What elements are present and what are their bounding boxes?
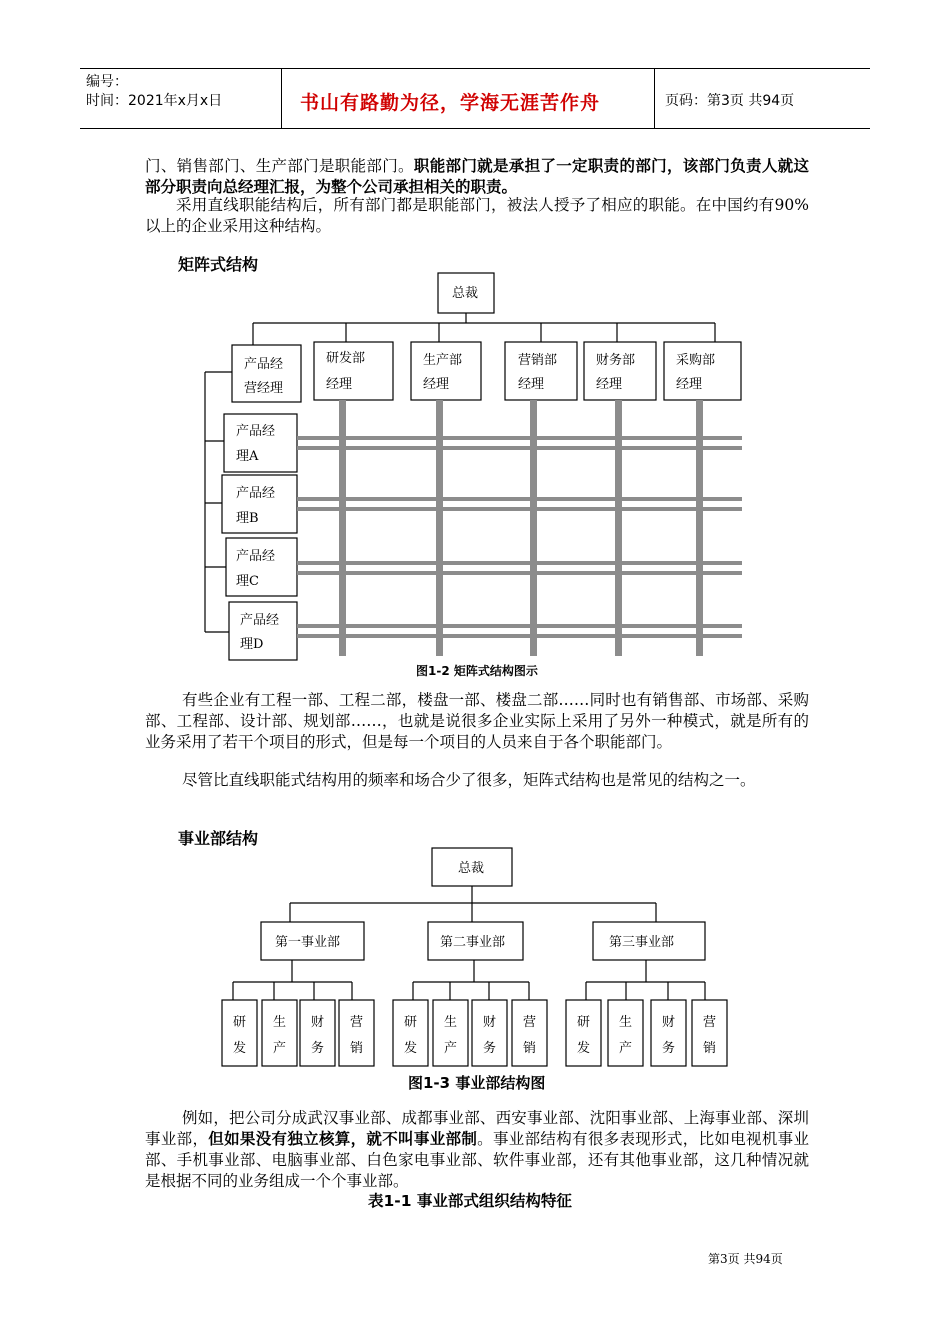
division-1-unit-labels bbox=[233, 1014, 363, 1056]
unit-mkt-1b: 销 bbox=[350, 1041, 364, 1056]
unit-mkt-2b: 销 bbox=[523, 1041, 537, 1056]
paragraph-2 bbox=[145, 195, 809, 237]
unit-prod-2a: 生 bbox=[444, 1015, 458, 1030]
division-2-unit-labels bbox=[404, 1014, 536, 1056]
section-title-division: 事业部结构 bbox=[178, 829, 259, 848]
function-purchasing-line1: 采购部 bbox=[676, 353, 716, 368]
product-manager-b-line1: 产品经 bbox=[236, 486, 276, 501]
paragraph-4-text: 尽管比直线职能式结构用的频率和场合少了很多，矩阵式结构也是常见的结构之一。 bbox=[182, 771, 756, 789]
header-divider-right bbox=[654, 68, 655, 128]
unit-prod-3a: 生 bbox=[619, 1015, 633, 1030]
header-top-rule bbox=[80, 68, 870, 69]
product-manager-d-line2: 理D bbox=[240, 637, 264, 652]
paragraph-2-text: 采用直线职能结构后，所有部门都是职能部门，被法人授予了相应的职能。在中国约有90%以上的企业采用这种结构。 bbox=[145, 196, 809, 235]
function-purchasing-line2: 经理 bbox=[676, 377, 703, 392]
paragraph-4 bbox=[145, 770, 809, 791]
division-caption: 图1-3 事业部结构图 bbox=[408, 1074, 546, 1092]
division-top-label: 总裁 bbox=[458, 861, 485, 876]
unit-rd-2b: 发 bbox=[404, 1041, 418, 1056]
page-footer: 第3页 共94页 bbox=[708, 1252, 783, 1266]
unit-rd-1a: 研 bbox=[233, 1015, 247, 1030]
section-title-matrix: 矩阵式结构 bbox=[178, 255, 259, 274]
header-motto: 书山有路勤为径，学海无涯苦作舟 bbox=[300, 92, 601, 114]
function-rd-line1: 研发部 bbox=[326, 351, 366, 366]
unit-fin-3a: 财 bbox=[662, 1015, 676, 1030]
unit-fin-3b: 务 bbox=[662, 1041, 676, 1056]
paragraph-5-bold: 但如果没有独立核算，就不叫事业部制 bbox=[208, 1130, 478, 1148]
matrix-caption: 图1-2 矩阵式结构图示 bbox=[416, 664, 538, 678]
unit-fin-1b: 务 bbox=[311, 1041, 325, 1056]
function-finance-line2: 经理 bbox=[596, 377, 623, 392]
function-finance-line1: 财务部 bbox=[596, 353, 636, 368]
division-diagram bbox=[210, 840, 745, 1080]
product-manager-box-a bbox=[224, 414, 297, 472]
paragraph-5-part-b: 。事业部结构有很多表现形式，比如电视机事业部、手机事业部、电脑事业部、白色家电事业部、软件事业部，还有其他事业部，这几种情况就是根据不同的业务组成一个个事业部。 bbox=[145, 1130, 809, 1190]
header-bottom-rule bbox=[80, 128, 870, 129]
header-divider-left bbox=[281, 68, 282, 128]
unit-prod-2b: 产 bbox=[444, 1041, 458, 1056]
function-production-line2: 经理 bbox=[423, 377, 450, 392]
unit-mkt-2a: 营 bbox=[523, 1015, 537, 1030]
product-manager-d-line1: 产品经 bbox=[240, 613, 280, 628]
unit-mkt-3b: 销 bbox=[703, 1041, 717, 1056]
paragraph-5-part-a: 例如，把公司分成武汉事业部、成都事业部、西安事业部、沈阳事业部、上海事业部、深圳事业部， bbox=[145, 1109, 809, 1148]
matrix-diagram bbox=[195, 265, 755, 665]
paragraph-1-bold: 职能部门就是承担了一定职责的部门，该部门负责人就这部分职责向总经理汇报，为整个公司承担相关的职责。 bbox=[145, 157, 809, 196]
unit-rd-1b: 发 bbox=[233, 1041, 247, 1056]
unit-mkt-1a: 营 bbox=[350, 1015, 364, 1030]
division-2-label: 第二事业部 bbox=[440, 935, 506, 950]
paragraph-5 bbox=[145, 1108, 809, 1192]
product-head-line1: 产品经 bbox=[244, 357, 284, 372]
product-manager-c-line2: 理C bbox=[236, 574, 259, 589]
unit-fin-1a: 财 bbox=[311, 1015, 325, 1030]
product-manager-box-b bbox=[222, 475, 297, 533]
serial-label: 编号： bbox=[86, 74, 128, 90]
paragraph-3 bbox=[145, 690, 809, 753]
unit-rd-3a: 研 bbox=[577, 1015, 591, 1030]
product-manager-c-line1: 产品经 bbox=[236, 549, 276, 564]
paragraph-1-plain: 门、销售部门、生产部门是职能部门。 bbox=[145, 157, 414, 175]
unit-rd-2a: 研 bbox=[404, 1015, 418, 1030]
unit-mkt-3a: 营 bbox=[703, 1015, 717, 1030]
unit-fin-2a: 财 bbox=[483, 1015, 497, 1030]
function-marketing-line1: 营销部 bbox=[518, 353, 558, 368]
unit-prod-3b: 产 bbox=[619, 1041, 633, 1056]
division-3-label: 第三事业部 bbox=[609, 935, 675, 950]
unit-prod-1a: 生 bbox=[273, 1015, 287, 1030]
table-title: 表1-1 事业部式组织结构特征 bbox=[368, 1192, 572, 1210]
product-manager-a-line2: 理A bbox=[236, 449, 259, 464]
paragraph-3-text: 有些企业有工程一部、工程二部，楼盘一部、楼盘二部……同时也有销售部、市场部、采购部、工程部、设计部、规划部……，也就是说很多企业实际上采用了另外一种模式，就是所有的业务采用了若干个项目的形式，但是每一个项目的人员来自于各个职能部门。 bbox=[145, 691, 809, 751]
time-text: 时间：2021年x月x日 bbox=[86, 93, 223, 109]
product-manager-a-line1: 产品经 bbox=[236, 424, 276, 439]
paragraph-1 bbox=[145, 156, 809, 198]
page-number-header: 页码：第3页 共94页 bbox=[665, 93, 795, 109]
function-production-line1: 生产部 bbox=[423, 353, 463, 368]
unit-rd-3b: 发 bbox=[577, 1041, 591, 1056]
function-marketing-line2: 经理 bbox=[518, 377, 545, 392]
product-head-line2: 营经理 bbox=[244, 381, 284, 396]
product-manager-b-line2: 理B bbox=[236, 511, 259, 526]
unit-fin-2b: 务 bbox=[483, 1041, 497, 1056]
division-1-label: 第一事业部 bbox=[275, 935, 341, 950]
division-3-unit-labels bbox=[577, 1014, 716, 1056]
matrix-top-label: 总裁 bbox=[452, 286, 479, 301]
unit-prod-1b: 产 bbox=[273, 1041, 287, 1056]
function-rd-line2: 经理 bbox=[326, 377, 353, 392]
